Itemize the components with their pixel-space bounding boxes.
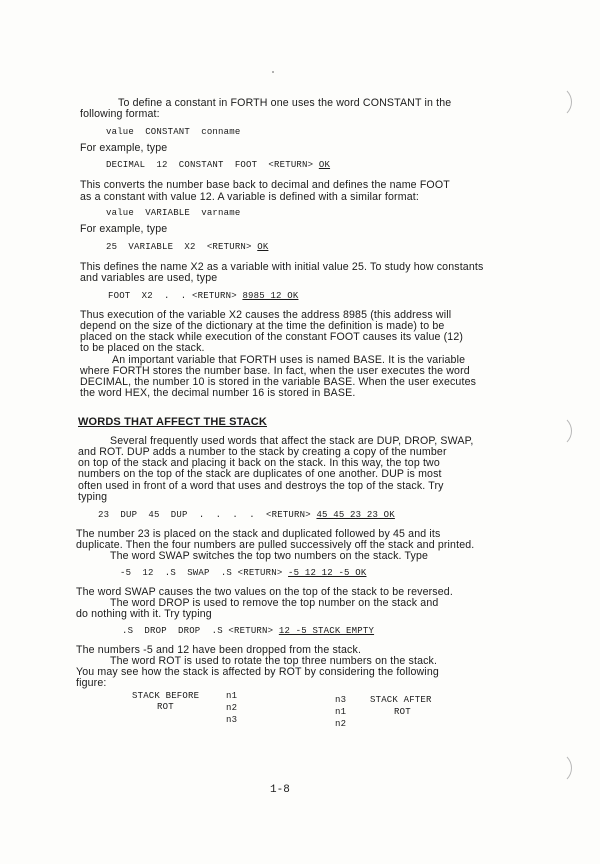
stack-after-item: n3 (335, 695, 347, 705)
paragraph-line: The number 23 is placed on the stack and duplicated followed by 45 and its (76, 528, 441, 540)
paragraph-line: The word SWAP switches the top two numbers on the stack. Type (110, 550, 429, 562)
code-input: 25 VARIABLE X2 <RETURN> (106, 242, 252, 252)
paragraph-line: For example, type (80, 223, 168, 235)
paragraph-line: to be placed on the stack. (80, 342, 205, 354)
paragraph-line: This defines the name X2 as a variable with initial value 25. To study how constants (80, 261, 484, 273)
paragraph-line: where FORTH stores the number base. In fact, when the user executes the word (80, 365, 470, 377)
paragraph-line: depend on the size of the dictionary at the time the definition is made) to be (80, 320, 445, 332)
paragraph-line: do nothing with it. Try typing (76, 608, 212, 620)
paragraph-line: Thus execution of the variable X2 causes the address 8985 (this address will (80, 309, 452, 321)
paragraph-line: The word SWAP causes the two values on the top of the stack to be reversed. (76, 586, 453, 598)
paragraph-line: on top of the stack and placing it back on the stack. In this way, the top two (78, 457, 440, 469)
stack-before-item: n1 (226, 691, 238, 701)
code-output: -5 12 12 -5 OK (288, 568, 367, 578)
stack-after-sublabel: ROT (394, 707, 411, 717)
stack-after-label: STACK AFTER (370, 695, 432, 705)
stack-before-sublabel: ROT (157, 702, 174, 712)
paragraph-line: and ROT. DUP adds a number to the stack by creating a copy of the number (78, 446, 447, 458)
code-line: value VARIABLE varname (106, 208, 241, 218)
code-line (108, 290, 298, 302)
code-line (122, 625, 374, 637)
code-output: 8985 12 OK (242, 291, 299, 301)
paragraph-line: This converts the number base back to decimal and defines the name FOOT (80, 179, 450, 191)
stack-before-label: STACK BEFORE (132, 691, 200, 701)
page-number: 1-8 (270, 784, 290, 796)
paragraph-line: placed on the stack while execution of the constant FOOT causes its value (12) (80, 331, 464, 343)
binder-hole-top (540, 86, 572, 118)
paragraph-line: DECIMAL, the number 10 is stored in the variable BASE. When the user executes (80, 376, 477, 388)
paragraph-line: Several frequently used words that affect the stack are DUP, DROP, SWAP, (110, 435, 474, 447)
paragraph-line: The word DROP is used to remove the top number on the stack and (110, 597, 439, 609)
code-output: OK (318, 160, 331, 170)
code-output: OK (257, 242, 269, 252)
code-line (106, 241, 268, 253)
code-output: 45 45 23 23 OK (316, 510, 395, 520)
code-input: 23 DUP 45 DUP . . . . <RETURN> (98, 510, 311, 520)
paragraph-line: and variables are used, type (80, 272, 218, 284)
code-line: value CONSTANT conname (106, 127, 241, 137)
paragraph-line: You may see how the stack is affected by ROT by considering the following (76, 666, 439, 678)
code-output: 12 -5 STACK EMPTY (278, 626, 375, 636)
speck-mark (272, 71, 274, 73)
paragraph-line: The numbers -5 and 12 have been dropped from the stack. (76, 644, 362, 656)
stack-before-item: n3 (226, 715, 238, 725)
paragraph-line: duplicate. Then the four numbers are pulled successively off the stack and printed. (76, 539, 475, 551)
section-heading: WORDS THAT AFFECT THE STACK (78, 416, 267, 428)
code-line (98, 509, 395, 521)
binder-hole-bottom (540, 752, 572, 784)
paragraph-line: The word ROT is used to rotate the top three numbers on the stack. (110, 655, 438, 667)
paragraph-line: For example, type (80, 142, 168, 154)
paragraph-line: the word HEX, the decimal number 16 is stored in BASE. (80, 387, 356, 399)
paragraph-line: as a constant with value 12. A variable is defined with a similar format: (80, 191, 419, 203)
stack-after-item: n1 (335, 707, 347, 717)
paragraph-line: typing (78, 491, 108, 503)
code-input: FOOT X2 . . <RETURN> (108, 291, 237, 301)
paragraph-line: figure: (76, 677, 107, 689)
code-input: .S DROP DROP .S <RETURN> (122, 626, 274, 636)
stack-before-item: n2 (226, 703, 238, 713)
code-input: -5 12 .S SWAP .S <RETURN> (120, 568, 283, 578)
paragraph-line: often used in front of a word that uses and destroys the top of the stack. Try (78, 480, 444, 492)
paragraph-line: following format: (80, 108, 160, 120)
stack-after-item: n2 (335, 719, 347, 729)
code-input: DECIMAL 12 CONSTANT FOOT <RETURN> (106, 160, 314, 170)
code-line (106, 159, 330, 171)
paragraph-line: numbers on the top of the stack are duplicates of one another. DUP is most (78, 468, 442, 480)
paragraph-line: To define a constant in FORTH one uses the word CONSTANT in the (118, 97, 452, 109)
code-line (120, 567, 366, 579)
paragraph-line: An important variable that FORTH uses is named BASE. It is the variable (112, 354, 466, 366)
binder-hole-middle (540, 415, 572, 447)
